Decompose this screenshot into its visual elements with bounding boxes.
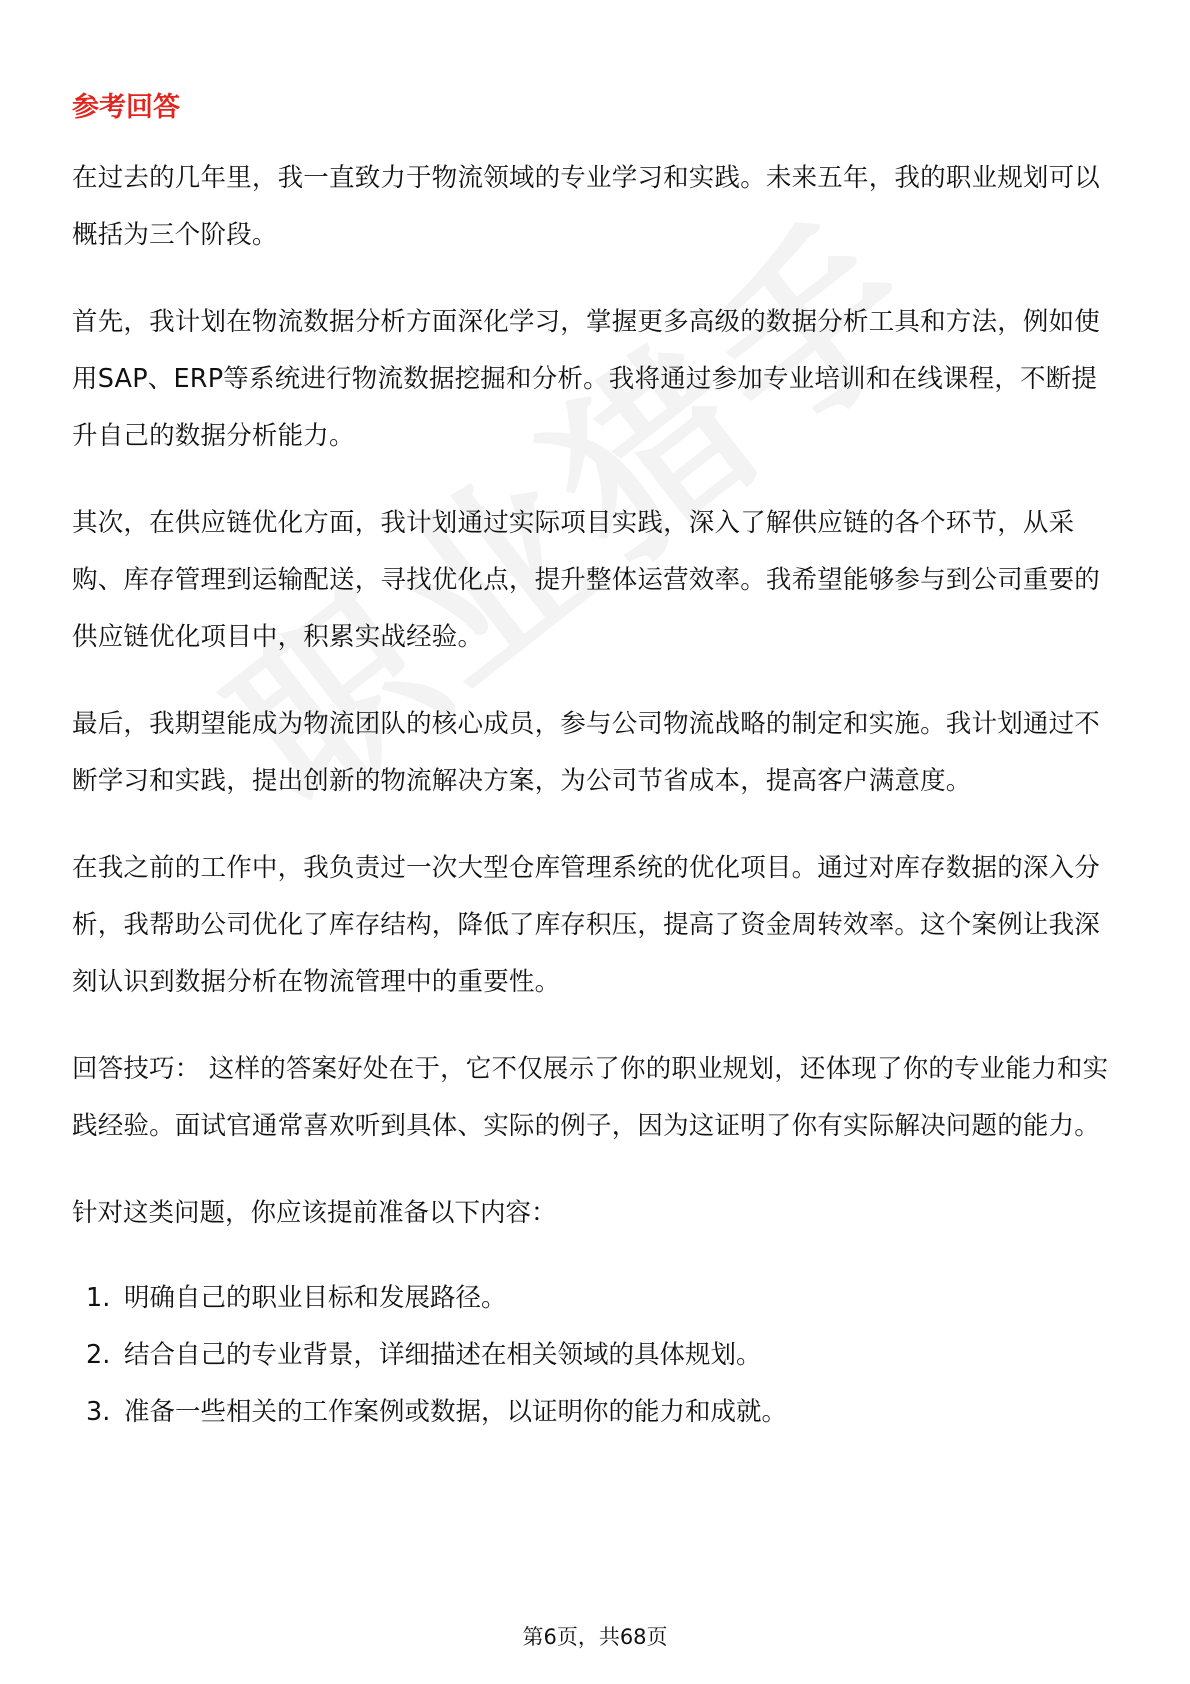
list-item-number: 3. <box>86 1397 111 1427</box>
document-body <box>72 88 1122 1441</box>
list-item-text: 结合自己的专业背景，详细描述在相关领域的具体规划。 <box>124 1340 762 1370</box>
list-item <box>72 1384 1122 1441</box>
list-item <box>72 1270 1122 1327</box>
section-heading: 参考回答 <box>72 92 180 123</box>
paragraph-intro: 在过去的几年里，我一直致力于物流领域的专业学习和实践。未来五年，我的职业规划可以概括为三个阶段。 <box>72 163 1101 250</box>
list-item-text: 明确自己的职业目标和发展路径。 <box>124 1283 507 1313</box>
paragraph-second: 其次，在供应链优化方面，我计划通过实际项目实践，深入了解供应链的各个环节，从采购、库存管理到运输配送，寻找优化点，提升整体运营效率。我希望能够参与到公司重要的供应链优化项目中，积累实战经验。 <box>72 508 1101 652</box>
page-number: 第6页，共68页 <box>522 1625 668 1649</box>
paragraph-first: 首先，我计划在物流数据分析方面深化学习，掌握更多高级的数据分析工具和方法，例如使用SAP、ERP等系统进行物流数据挖掘和分析。我将通过参加专业培训和在线课程，不断提升自己的数据分析能力。 <box>72 307 1101 451</box>
list-intro: 针对这类问题，你应该提前准备以下内容： <box>72 1198 557 1228</box>
list-item <box>72 1327 1122 1384</box>
preparation-list <box>72 1270 1122 1441</box>
paragraph-tips: 回答技巧： 这样的答案好处在于，它不仅展示了你的职业规划，还体现了你的专业能力和实践经验。面试官通常喜欢听到具体、实际的例子，因为这证明了你有实际解决问题的能力。 <box>72 1054 1109 1141</box>
list-item-number: 1. <box>86 1283 111 1313</box>
list-item-number: 2. <box>86 1340 111 1370</box>
list-item-text: 准备一些相关的工作案例或数据，以证明你的能力和成就。 <box>124 1397 788 1427</box>
paragraph-case: 在我之前的工作中，我负责过一次大型仓库管理系统的优化项目。通过对库存数据的深入分析，我帮助公司优化了库存结构，降低了库存积压，提高了资金周转效率。这个案例让我深刻认识到数据分析在物流管理中的重要性。 <box>72 853 1101 997</box>
paragraph-last: 最后，我期望能成为物流团队的核心成员，参与公司物流战略的制定和实施。我计划通过不断学习和实践，提出创新的物流解决方案，为公司节省成本，提高客户满意度。 <box>72 709 1101 796</box>
